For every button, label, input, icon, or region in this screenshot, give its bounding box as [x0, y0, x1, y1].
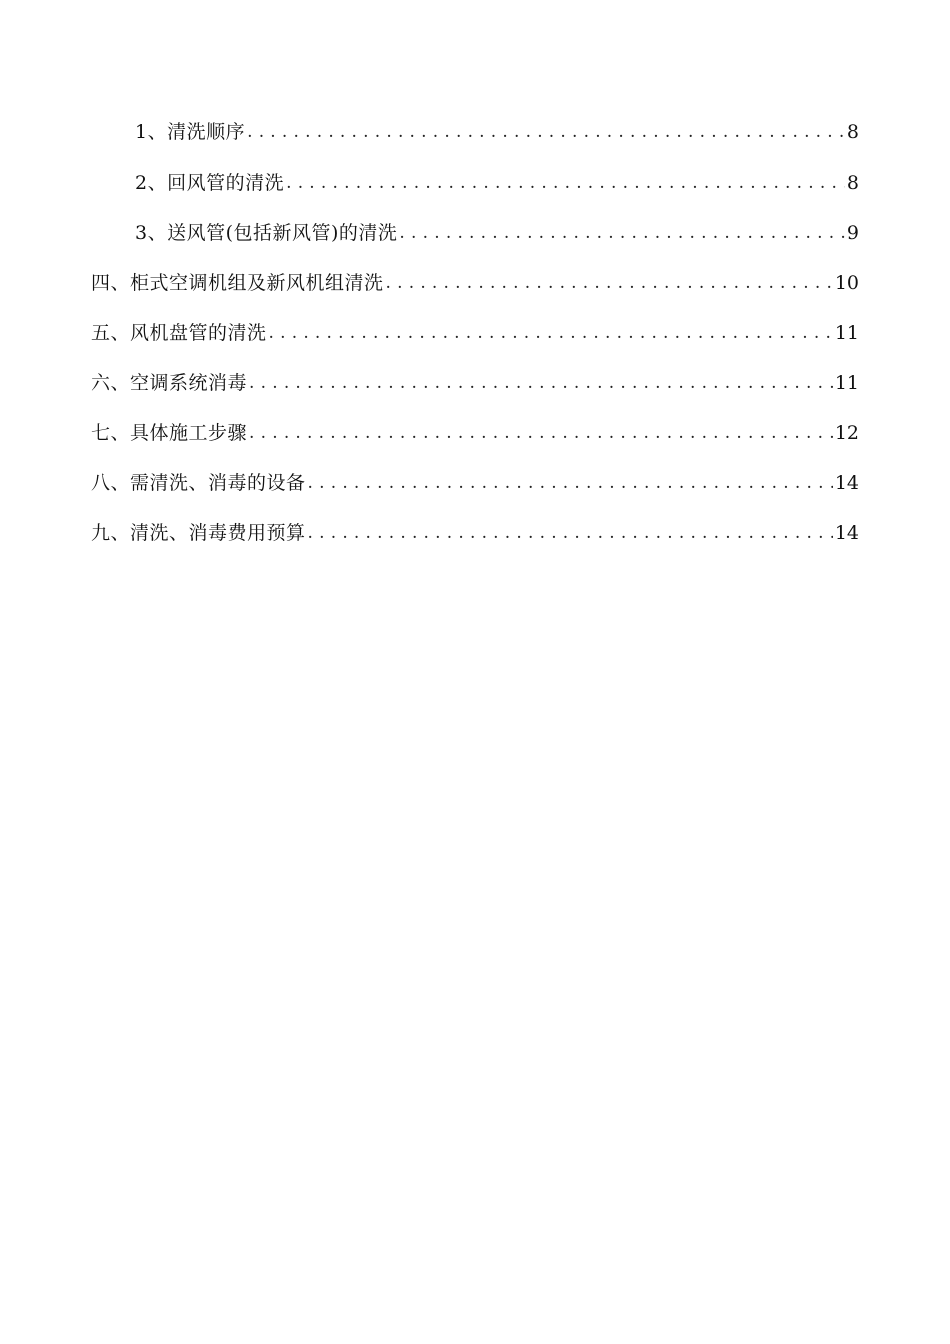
toc-entry[interactable] — [91, 268, 859, 298]
toc-page-number: 8 — [846, 172, 859, 194]
toc-dot-leader — [399, 218, 844, 248]
toc-page-number: 14 — [834, 522, 859, 544]
toc-entry-title: 七、具体施工步骤 — [91, 422, 248, 444]
toc-page-number: 14 — [834, 472, 859, 494]
toc-entry[interactable] — [135, 168, 859, 198]
toc-entry[interactable] — [135, 117, 859, 147]
toc-dot-leader — [286, 168, 845, 198]
toc-entry-title: 六、空调系统消毒 — [91, 372, 248, 394]
toc-page-number: 9 — [846, 222, 859, 244]
toc-page-number: 10 — [834, 272, 859, 294]
toc-page-number: 11 — [834, 372, 859, 394]
toc-entry-title: 九、清洗、消毒费用预算 — [91, 522, 306, 544]
toc-entry[interactable] — [91, 318, 859, 348]
toc-dot-leader — [249, 368, 833, 398]
toc-entry[interactable] — [135, 218, 859, 248]
toc-entry-title: 八、需清洗、消毒的设备 — [91, 472, 306, 494]
toc-page-number: 8 — [846, 121, 859, 143]
toc-entry-title: 2、回风管的清洗 — [135, 172, 285, 194]
toc-entry-title: 五、风机盘管的清洗 — [91, 322, 267, 344]
toc-dot-leader — [386, 268, 833, 298]
toc-entry-title: 四、柜式空调机组及新风机组清洗 — [91, 272, 384, 294]
toc-entry[interactable] — [91, 518, 859, 548]
toc-dot-leader — [247, 117, 845, 147]
toc-dot-leader — [308, 468, 833, 498]
toc-dot-leader — [249, 418, 833, 448]
toc-page-number: 11 — [834, 322, 859, 344]
toc-entry[interactable] — [91, 468, 859, 498]
toc-page-number: 12 — [834, 422, 859, 444]
toc-entry-title: 3、送风管(包括新风管)的清洗 — [135, 222, 398, 244]
toc-entry[interactable] — [91, 418, 859, 448]
toc-entry-title: 1、清洗顺序 — [135, 121, 246, 143]
toc-entry[interactable] — [91, 368, 859, 398]
toc-dot-leader — [308, 518, 833, 548]
toc-dot-leader — [269, 318, 833, 348]
